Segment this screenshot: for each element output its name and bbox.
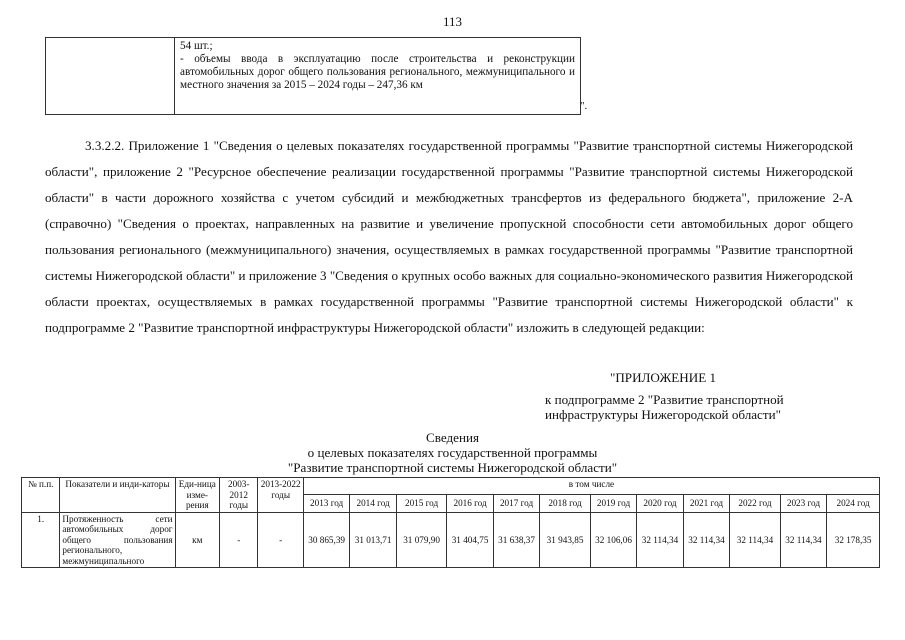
header-year: 2014 год: [350, 495, 396, 512]
table-divider: [174, 38, 175, 114]
paragraph-text: 3.3.2.2. Приложение 1 "Сведения о целевых показателях государственной программы "Развитие транспортной системы Нижегородской области", приложение 2 "Ресурсное обеспечение реализации государственной программы "Развитие транспортной системы Нижегородской области" в части дорожного хозяйства с учетом субсидий и межбюджетных трансфертов из федерального бюджета", приложение 2-А (справочно) "Сведения о проектах, направленных на развитие и увеличение пропускной способности сети автомобильных дорог общего пользования регионального (межмуниципального) значения, осуществляемых в рамках государственной программы "Развитие транспортной системы Нижегородской области" и приложение 3 "Сведения о крупных особо важных для социально-экономического развития Нижегородской области проектах, осуществляемых в рамках государственной программы "Развитие транспортной системы Нижегородской области" к подпрограмме 2 "Развитие транспортной инфраструктуры Нижегородской области" изложить в следующей редакции:: [45, 138, 853, 335]
header-year: 2020 год: [637, 495, 683, 512]
cell-value: 31 943,85: [540, 512, 591, 568]
appendix-title: "ПРИЛОЖЕНИЕ 1: [610, 370, 717, 385]
header-year: 2016 год: [447, 495, 493, 512]
table-title-line: о целевых показателях государственной программы: [307, 445, 598, 460]
cell-value: 30 865,39: [303, 512, 349, 568]
continuation-cell: [180, 40, 575, 92]
table-title: [0, 430, 905, 475]
header-year: 2015 год: [396, 495, 447, 512]
cell-value: 31 013,71: [350, 512, 396, 568]
header-year: 2022 год: [730, 495, 781, 512]
cell-period-1: -: [220, 512, 258, 568]
table-row: [22, 512, 880, 568]
cell-value: 32 114,34: [730, 512, 781, 568]
cell-unit: км: [175, 512, 219, 568]
header-indicator: Показатели и инди-каторы: [60, 478, 175, 513]
appendix-subtitle: к подпрограмме 2 "Развитие транспортной инфраструктуры Нижегородской области": [545, 392, 784, 422]
cell-num: 1.: [22, 512, 60, 568]
cell-value: 31 079,90: [396, 512, 447, 568]
cell-value: 32 114,34: [637, 512, 683, 568]
table-title-line: "Развитие транспортной системы Нижегородской области": [287, 460, 618, 475]
header-year: 2013 год: [303, 495, 349, 512]
cell-value: 32 106,06: [590, 512, 636, 568]
cell-indicator: Протяженность сети автомобильных дорог общего пользования регионального, межмуниципального: [60, 512, 175, 568]
continuation-table: [45, 37, 581, 115]
header-year: 2019 год: [590, 495, 636, 512]
body-paragraph: [45, 133, 853, 341]
header-year: 2017 год: [493, 495, 539, 512]
cell-value: 32 114,34: [683, 512, 729, 568]
cell-period-2: -: [258, 512, 303, 568]
header-unit: Еди-ница изме-рения: [175, 478, 219, 513]
cell-value: 32 178,35: [827, 512, 880, 568]
cell-value: 31 404,75: [447, 512, 493, 568]
header-year: 2024 год: [827, 495, 880, 512]
header-year: 2021 год: [683, 495, 729, 512]
page-number: 113: [442, 14, 463, 29]
header-including: в том числе: [303, 478, 879, 495]
continuation-line: 54 шт.;: [180, 40, 213, 52]
header-period-1: 2003-2012 годы: [220, 478, 258, 513]
header-year: 2023 год: [780, 495, 826, 512]
header-period-2: 2013-2022 годы: [258, 478, 303, 513]
closing-quote: ".: [580, 100, 588, 112]
header-year: 2018 год: [540, 495, 591, 512]
cell-value: 32 114,34: [780, 512, 826, 568]
cell-value: 31 638,37: [493, 512, 539, 568]
indicators-table: [21, 477, 880, 568]
header-num: № п.п.: [22, 478, 60, 513]
continuation-line: - объемы ввода в эксплуатацию после строительства и реконструкции автомобильных дорог общего пользования регионального, межмуниципального и местного значения за 2015 – 2024 годы – 247,36 км: [180, 53, 575, 91]
table-title-line: Сведения: [426, 430, 479, 445]
